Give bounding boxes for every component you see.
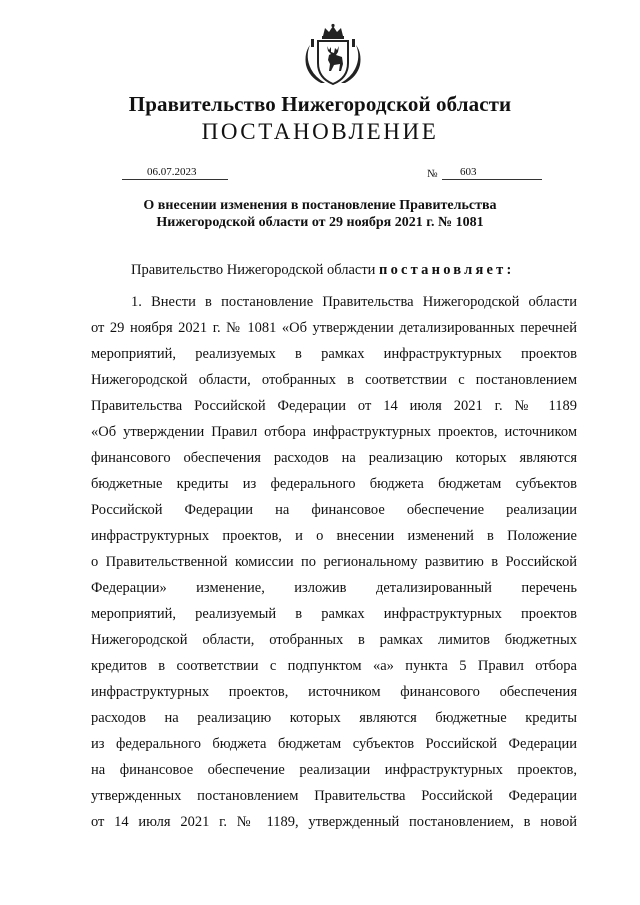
body-line: Правительства Российской Федерации от 14 июля 2021 г. № 1189: [91, 398, 577, 414]
subject-line: О внесении изменения в постановление Правительства: [143, 198, 497, 213]
body-line: инфраструктурных проектов, и о внесении изменений в Положение: [91, 528, 577, 544]
body-line: инфраструктурных проектов, источником финансового обеспечения: [91, 684, 577, 700]
number-sign: №: [427, 168, 438, 180]
body-text: [91, 289, 577, 835]
document-subject: [0, 197, 640, 231]
body-line: расходов на реализацию которых являются бюджетные кредиты: [91, 710, 577, 726]
preamble-text: Правительство Нижегородской области: [131, 262, 380, 278]
document-type: ПОСТАНОВЛЕНИЕ: [201, 119, 439, 144]
body-line: на финансовое обеспечение реализации инфраструктурных проектов,: [91, 762, 577, 778]
body-line: от 14 июля 2021 г. № 1189, утвержденный постановлением, в новой: [91, 814, 577, 830]
body-line: «Об утверждении Правил отбора инфраструктурных проектов, источником: [91, 424, 577, 440]
government-title: Правительство Нижегородской области: [128, 92, 512, 116]
body-line: мероприятий, реализуемый в рамках инфраструктурных проектов: [91, 606, 577, 622]
document-date: 06.07.2023: [147, 166, 197, 178]
body-line: Нижегородской области, отобранных в соответствии с постановлением: [91, 372, 577, 388]
number-field: [442, 166, 542, 180]
coat-of-arms-emblem: [301, 23, 365, 87]
body-line: Федерации» изменение, изложив детализированный перечень: [91, 580, 577, 596]
body-line: Нижегородской области, отобранных в рамках лимитов бюджетных: [91, 632, 577, 648]
subject-line: Нижегородской области от 29 ноября 2021 г. № 1081: [156, 215, 484, 230]
body-line: финансового обеспечения расходов на реализацию которых являются: [91, 450, 577, 466]
body-line: 1. Внести в постановление Правительства Нижегородской области: [131, 294, 577, 310]
decree-word: постановляет:: [379, 262, 515, 278]
body-line: от 29 ноября 2021 г. № 1081 «Об утверждении детализированных перечней: [91, 320, 577, 336]
date-field: [122, 166, 228, 180]
body-line: мероприятий, реализуемых в рамках инфраструктурных проектов: [91, 346, 577, 362]
preamble: [131, 262, 515, 279]
body-line: о Правительственной комиссии по региональному развитию в Российской: [91, 554, 577, 570]
body-line: кредитов в соответствии с подпунктом «а» пункта 5 Правил отбора: [91, 658, 577, 674]
document-number: 603: [460, 166, 477, 178]
body-line: Российской Федерации на финансовое обеспечение реализации: [91, 502, 577, 518]
body-line: утвержденных постановлением Правительства Российской Федерации: [91, 788, 577, 804]
body-line: бюджетные кредиты из федерального бюджета бюджетам субъектов: [91, 476, 577, 492]
body-line: из федерального бюджета бюджетам субъектов Российской Федерации: [91, 736, 577, 752]
